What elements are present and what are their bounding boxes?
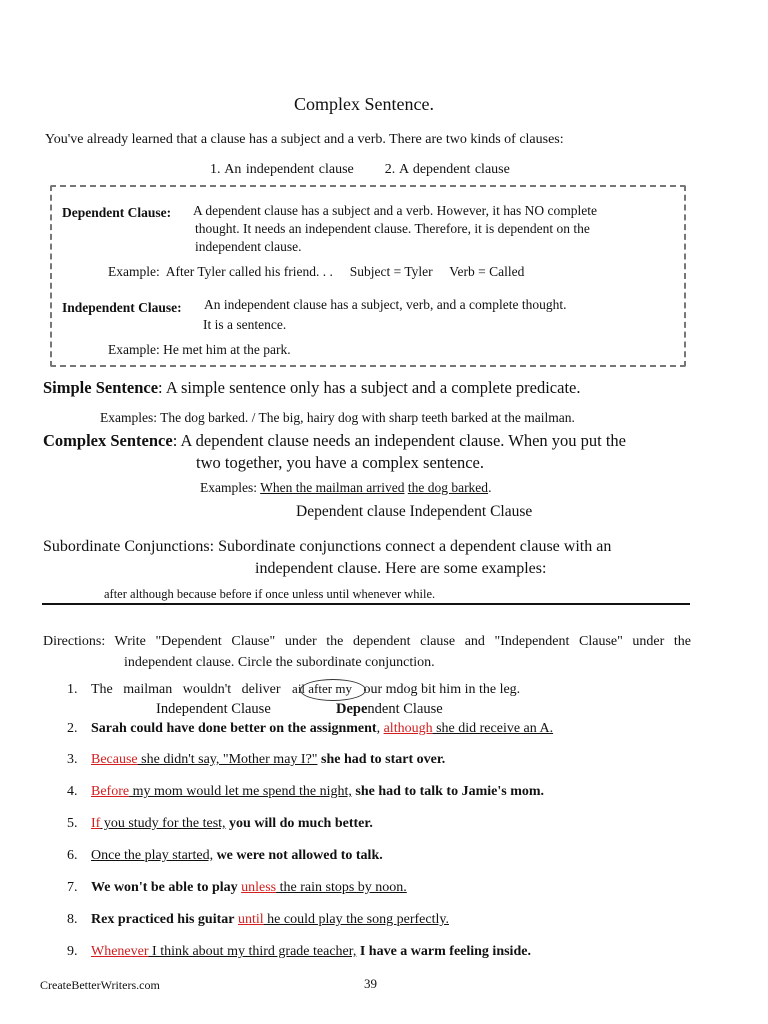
independent-clause: Rex practiced his guitar xyxy=(91,912,235,927)
independent-clause: I have a warm feeling inside. xyxy=(356,944,531,959)
exercise-item-8 xyxy=(67,912,449,928)
independent-clause: We won't be able to play xyxy=(91,880,238,895)
intro-text: You've already learned that a clause has a subject and a verb. There are two kinds of clauses: xyxy=(45,132,564,147)
exercise-item-9 xyxy=(67,944,531,960)
independent-line-1: An independent clause has a subject, verb, and a complete thought. xyxy=(204,297,567,312)
item1-circled-text: ail after my xyxy=(292,681,352,696)
dependent-clause: my mom would let me spend the night, xyxy=(129,784,352,799)
subordinate-conjunctions xyxy=(43,536,683,580)
complex-text-1: : A dependent clause needs an independent clause. When you put the xyxy=(172,431,627,450)
independent-example: Example: He met him at the park. xyxy=(108,342,291,357)
examples-end: . xyxy=(488,480,492,495)
exercise-item-7 xyxy=(67,880,407,896)
subordinate-conjunction: unless xyxy=(241,880,277,895)
dependent-line-3: independent clause. xyxy=(195,239,302,254)
independent-clause: she had to start over. xyxy=(317,752,446,767)
item-number: 5. xyxy=(67,816,78,831)
simple-examples: Examples: The dog barked. / The big, hairy dog with sharp teeth barked at the mailman. xyxy=(100,410,575,425)
item1-label-independent: Independent Clause xyxy=(156,701,271,717)
subordinate-conjunction: Because xyxy=(91,752,138,767)
exercise-item-3 xyxy=(67,752,445,768)
item1-label-dependent xyxy=(336,701,443,718)
definition-box xyxy=(50,185,686,367)
clause-kinds xyxy=(210,162,510,178)
conjunction-circle xyxy=(300,679,366,701)
directions xyxy=(43,631,691,673)
exercise-item-5 xyxy=(67,816,373,832)
simple-text: : A simple sentence only has a subject and a complete predicate. xyxy=(158,378,581,397)
subordinate-conjunction: although xyxy=(383,721,433,736)
divider xyxy=(42,603,690,605)
item-number: 3. xyxy=(67,752,78,767)
dependent-clause: I think about my third grade teacher, xyxy=(148,944,357,959)
simple-label: Simple Sentence xyxy=(43,378,159,397)
item-number: 4. xyxy=(67,784,78,799)
kind-dependent: 2. A dependent clause xyxy=(384,162,510,177)
separator: , xyxy=(376,721,384,736)
example-dependent: When the mailman arrived xyxy=(260,480,405,495)
exercise-item-1 xyxy=(67,681,520,698)
exercise-item-4 xyxy=(67,784,544,800)
subordinate-conjunction: Whenever xyxy=(91,944,149,959)
page-title: Complex Sentence. xyxy=(294,94,434,114)
dependent-clause: he could play the song perfectly. xyxy=(263,912,449,927)
dependent-example: Example: After Tyler called his friend. . . Subject = Tyler Verb = Called xyxy=(108,264,525,279)
directions-line-2: independent clause. Circle the subordinate conjunction. xyxy=(124,655,435,670)
examples-prefix: Examples: xyxy=(200,480,261,495)
subordinate-conjunction: If xyxy=(91,816,101,831)
subordinate-line-2: independent clause. Here are some examples: xyxy=(255,560,547,577)
complex-sentence xyxy=(43,430,683,474)
exercise-item-6 xyxy=(67,848,383,864)
item-number: 7. xyxy=(67,880,78,895)
conjunction-list: after although because before if once unless until whenever while. xyxy=(104,587,436,601)
subordinate-conjunction: Before xyxy=(91,784,130,799)
label-dep-bold: Depe xyxy=(336,701,368,717)
independent-label: Independent Clause: xyxy=(62,300,182,315)
independent-clause: she had to talk to Jamie's mom. xyxy=(351,784,545,799)
clause-labels: Dependent clause Independent Clause xyxy=(296,503,533,520)
item-number: 8. xyxy=(67,912,78,927)
dependent-line-1: A dependent clause has a subject and a verb. However, it has NO complete xyxy=(193,203,597,218)
example-independent: the dog barked xyxy=(407,480,489,495)
independent-clause: we were not allowed to talk. xyxy=(213,848,383,863)
complex-text-2: two together, you have a complex sentence. xyxy=(196,453,484,472)
independent-clause: Sarah could have done better on the assignment xyxy=(91,721,377,736)
dependent-clause: Once the play started, xyxy=(91,848,214,863)
dependent-clause: you study for the test, xyxy=(100,816,226,831)
exercise-item-2 xyxy=(67,721,553,737)
item-number: 9. xyxy=(67,944,78,959)
page-number: 39 xyxy=(364,976,377,991)
kind-independent: 1. An independent clause xyxy=(210,162,354,177)
directions-line-1: Directions: Write "Dependent Clause" under the dependent clause and "Independent Clause" under the xyxy=(43,634,691,649)
subordinate-line-1: Subordinate Conjunctions: Subordinate conjunctions connect a dependent clause with an xyxy=(43,538,612,555)
item-number: 1. xyxy=(67,682,78,697)
independent-clause: you will do much better. xyxy=(225,816,373,831)
complex-examples xyxy=(200,480,491,496)
item-number: 6. xyxy=(67,848,78,863)
dependent-clause: she did receive an A. xyxy=(432,721,554,736)
footer-site: CreateBetterWriters.com xyxy=(40,978,160,992)
complex-label: Complex Sentence xyxy=(43,431,173,450)
item1-text-a: The mailman wouldn't deliver xyxy=(91,682,281,697)
item-number: 2. xyxy=(67,721,78,736)
subordinate-conjunction: until xyxy=(237,912,264,927)
dependent-clause: she didn't say, "Mother may I?" xyxy=(137,752,318,767)
label-dep-rest: ndent Clause xyxy=(367,701,443,717)
dependent-line-2: thought. It needs an independent clause. Therefore, it is dependent on the xyxy=(195,221,590,236)
item1-text-b: our mdog bit him in the leg. xyxy=(363,682,521,697)
simple-sentence xyxy=(43,378,581,398)
dependent-clause: the rain stops by noon. xyxy=(276,880,407,895)
dependent-label: Dependent Clause: xyxy=(62,205,172,220)
independent-line-2: It is a sentence. xyxy=(203,317,287,332)
